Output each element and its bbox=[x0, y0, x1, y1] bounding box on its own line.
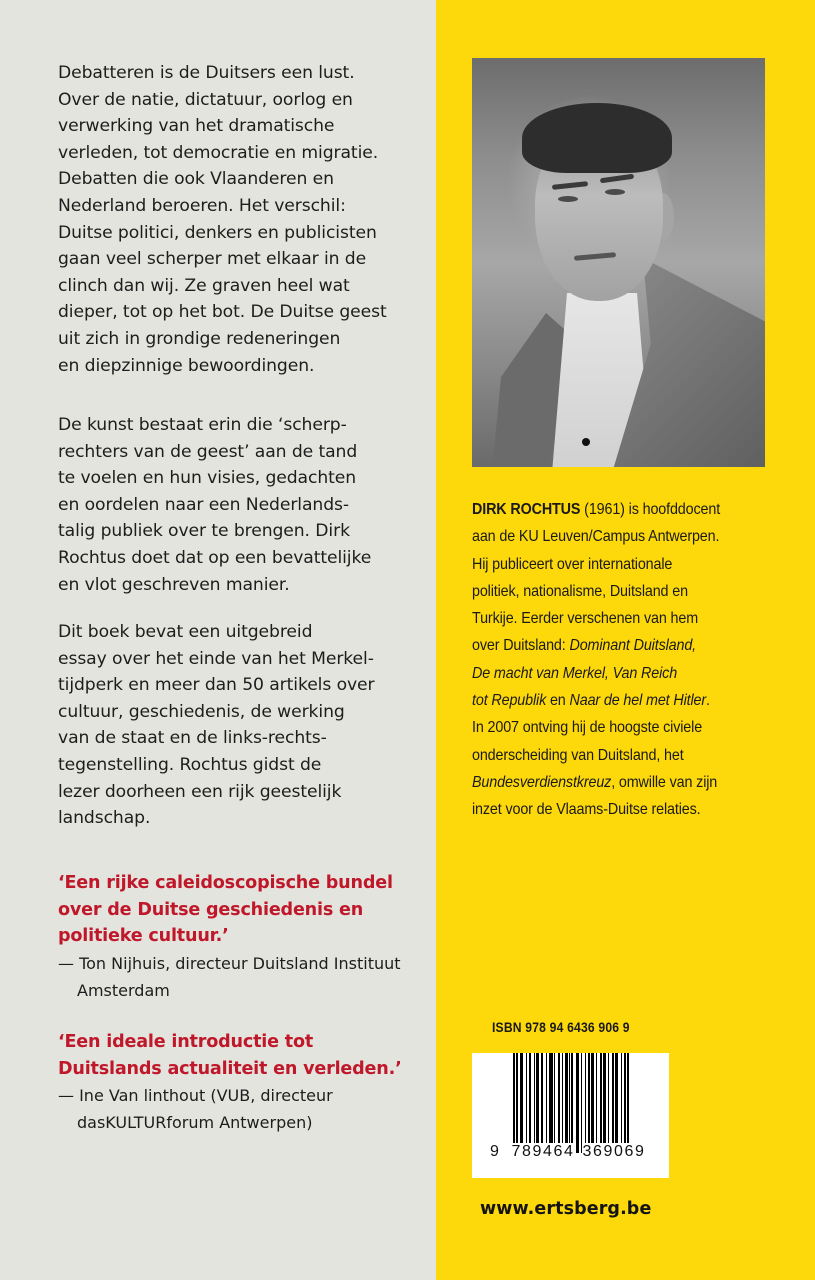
bio-text: . bbox=[706, 692, 710, 710]
blurb-paragraph-2 bbox=[58, 412, 418, 598]
blurb-line: rechters van de geest’ aan de tand bbox=[58, 441, 358, 462]
bio-text: en bbox=[546, 692, 570, 710]
quote-source bbox=[58, 1082, 428, 1136]
blurb-line: lezer doorheen een rijk geestelijk bbox=[58, 781, 342, 802]
blurb-line: Debatten die ook Vlaanderen en bbox=[58, 169, 334, 190]
blurb-line: en vlot geschreven manier. bbox=[58, 574, 290, 595]
book-title: De macht van Merkel, Van Reich bbox=[472, 664, 678, 682]
blurb-paragraph-1 bbox=[58, 60, 418, 379]
quote-line: Duitslands actualiteit en verleden.’ bbox=[58, 1058, 402, 1079]
blurb-line: Nederland beroeren. Het verschil: bbox=[58, 195, 346, 216]
blurb-line: talig publiek over te brengen. Dirk bbox=[58, 521, 350, 542]
quote-text bbox=[58, 870, 428, 950]
bio-line bbox=[472, 687, 766, 714]
blurb-line: dieper, tot op het bot. De Duitse geest bbox=[58, 302, 387, 323]
blurb-line: cultuur, geschiedenis, de werking bbox=[58, 701, 345, 722]
blurb-line: Dit boek bevat een uitgebreid bbox=[58, 622, 313, 642]
photo-shirt-button bbox=[582, 438, 590, 446]
book-title: tot Republik bbox=[472, 692, 547, 710]
blurb-line: te voelen en hun visies, gedachten bbox=[58, 468, 357, 489]
blurb-line: Over de natie, dictatuur, oorlog en bbox=[58, 89, 353, 110]
quote-line: over de Duitse geschiedenis en bbox=[58, 899, 364, 920]
blurb-line: en diepzinnige bewoordingen. bbox=[58, 355, 315, 376]
author-name: DIRK ROCHTUS bbox=[472, 501, 581, 518]
barcode-digit-group: 369069 bbox=[582, 1143, 646, 1160]
blurb-line: Debatteren is de Duitsers een lust. bbox=[58, 63, 355, 83]
barcode-digit: 9 bbox=[490, 1143, 501, 1160]
barcode-digits bbox=[490, 1143, 647, 1161]
quote-source bbox=[58, 950, 428, 1004]
photo-eye bbox=[605, 189, 625, 195]
book-title: Dominant Duitsland, bbox=[569, 637, 697, 655]
quote-line: ‘Een rijke caleidoscopische bundel bbox=[58, 873, 393, 893]
author-bio bbox=[472, 496, 766, 824]
bio-line: inzet voor de Vlaams-Duitse relaties. bbox=[472, 801, 701, 819]
blurb-line: en oordelen naar een Nederlands- bbox=[58, 494, 349, 515]
blurb-line: van de staat en de links-rechts- bbox=[58, 728, 327, 749]
book-title: Naar de hel met Hitler bbox=[569, 692, 707, 710]
publisher-website[interactable]: www.ertsberg.be bbox=[480, 1199, 652, 1219]
blurb-line: uit zich in grondige redeneringen bbox=[58, 328, 341, 349]
blurb-paragraph-3 bbox=[58, 619, 418, 832]
bio-line bbox=[472, 769, 766, 796]
bio-line bbox=[472, 660, 766, 687]
blurb-line: Duitse politici, denkers en publicisten bbox=[58, 222, 377, 243]
blurb-line: clinch dan wij. Ze graven heel wat bbox=[58, 275, 350, 296]
bio-line: aan de KU Leuven/Campus Antwerpen. bbox=[472, 528, 720, 546]
quote-line: ‘Een ideale introductie tot bbox=[58, 1032, 314, 1052]
photo-hair bbox=[522, 103, 672, 173]
bio-text: over Duitsland: bbox=[472, 637, 570, 655]
quote-source-line: dasKULTURforum Antwerpen) bbox=[77, 1113, 313, 1133]
barcode-bars bbox=[513, 1053, 661, 1153]
quote-line: politieke cultuur.’ bbox=[58, 926, 229, 947]
blurb-line: essay over het einde van het Merkel- bbox=[58, 648, 374, 669]
blurb-line: Rochtus doet dat op een bevattelijke bbox=[58, 547, 372, 568]
bio-text: (1961) is hoofddocent bbox=[580, 501, 721, 518]
barcode-digit-group: 789464 bbox=[511, 1143, 575, 1160]
bio-line: Turkije. Eerder verschenen van hem bbox=[472, 610, 699, 628]
isbn-label: ISBN 978 94 6436 906 9 bbox=[492, 1020, 630, 1035]
bio-line: Hij publiceert over internationale bbox=[472, 555, 673, 573]
bio-line bbox=[472, 632, 766, 659]
award-name: Bundesverdienstkreuz bbox=[472, 773, 612, 791]
bio-line: politiek, nationalisme, Duitsland en bbox=[472, 582, 688, 600]
bio-text: , omwille van zijn bbox=[611, 773, 718, 791]
author-photo bbox=[472, 58, 765, 467]
blurb-line: tegenstelling. Rochtus gidst de bbox=[58, 754, 322, 775]
quote-source-line: Amsterdam bbox=[77, 980, 170, 1000]
blurb-line: tijdperk en meer dan 50 artikels over bbox=[58, 675, 375, 696]
quote-text bbox=[58, 1029, 428, 1082]
blurb-line: landschap. bbox=[58, 808, 151, 829]
barcode bbox=[472, 1053, 669, 1178]
quote-source-line: — Ton Nijhuis, directeur Duitsland Instituut bbox=[58, 953, 401, 973]
bio-line: onderscheiding van Duitsland, het bbox=[472, 746, 684, 764]
photo-eye bbox=[558, 196, 578, 202]
blurb-line: gaan veel scherper met elkaar in de bbox=[58, 249, 367, 270]
blurb-line: De kunst bestaat erin die ‘scherp- bbox=[58, 415, 347, 435]
review-quote-1 bbox=[58, 870, 428, 1004]
bio-line: In 2007 ontving hij de hoogste civiele bbox=[472, 719, 703, 737]
bio-line bbox=[472, 496, 766, 523]
blurb-line: verleden, tot democratie en migratie. bbox=[58, 142, 379, 163]
quote-source-line: — Ine Van linthout (VUB, directeur bbox=[58, 1086, 333, 1106]
review-quote-2 bbox=[58, 1029, 428, 1136]
blurb-line: verwerking van het dramatische bbox=[58, 116, 335, 137]
